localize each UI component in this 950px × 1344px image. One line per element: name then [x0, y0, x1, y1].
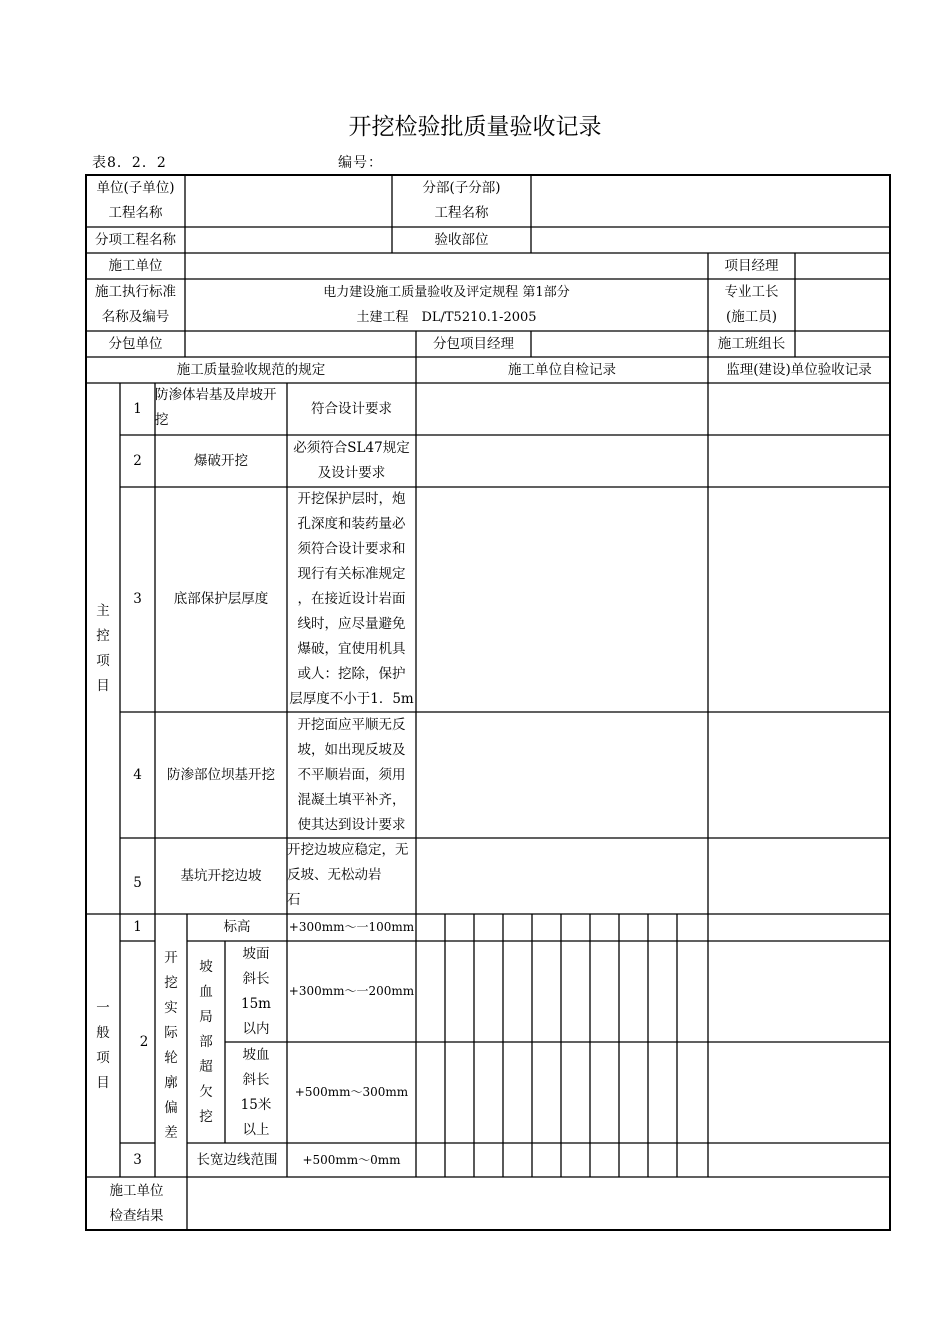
self-check-column-header: 施工单位自检记录: [508, 361, 616, 378]
main-item-3-requirement: 开挖保护层时，炮 孔深度和装药量必 须符合设计要求和 现行有关标准规定 ，在接近设计岩面 线时，应尽量避免 爆破，宜使用机具 或人：挖除，保护 层厚度不小于1．5m: [289, 491, 414, 707]
team-leader-label: 施工班组长: [717, 335, 786, 352]
slope-local-over-under-label: 坡 血 局 部 超 欠 挖: [199, 958, 213, 1125]
main-item-2-name: 爆破开挖: [194, 452, 248, 469]
acceptance-part-label: 验收部位: [434, 231, 489, 248]
main-control-label: 主 控 项 目: [96, 602, 110, 694]
general-items-label: 一 般 项 目: [96, 999, 110, 1091]
main-item-3-name: 底部保护层厚度: [173, 591, 269, 607]
main-item-2-requirement: 必须符合SL47规定 及设计要求: [293, 440, 410, 481]
general-item-2-number: 2: [139, 1033, 149, 1050]
supervision-column-header: 监理(建设)单位验收记录: [726, 361, 872, 378]
inspection-result-label: 施工单位 检查结果: [109, 1182, 164, 1224]
general-item-1-number: 1: [133, 919, 142, 935]
slope-over-15m-tolerance: +500mm～300mm: [294, 1085, 409, 1099]
subdivision-project-name-label: 分部(子分部) 工程名称: [422, 180, 501, 221]
main-item-1-requirement: 符合设计要求: [311, 400, 392, 417]
foreman-label: 专业工长 (施工员): [724, 284, 779, 325]
main-item-3-number: 3: [133, 591, 142, 607]
main-item-1-number: 1: [133, 400, 142, 417]
general-item-3-number: 3: [133, 1151, 142, 1168]
main-item-2-number: 2: [133, 452, 142, 469]
spec-column-header: 施工质量验收规范的规定: [176, 361, 326, 378]
slope-over-15m-label: 坡血 斜长 15米 以上: [240, 1046, 272, 1138]
main-item-4-name: 防渗部位坝基开挖: [167, 766, 275, 783]
unit-project-name-label: 单位(子单位) 工程名称: [96, 180, 175, 221]
standard-label: 施工执行标准 名称及编号: [95, 284, 176, 325]
elevation-tolerance: +300mm～一100mm: [288, 920, 415, 934]
serial-number-label: 编号：: [338, 155, 383, 171]
elevation-label: 标高: [223, 919, 251, 935]
boundary-range-tolerance: +500mm～0mm: [302, 1152, 401, 1167]
main-item-1-name: 防渗体岩基及岸坡开 挖: [155, 387, 277, 428]
subcontract-manager-label: 分包项目经理: [433, 335, 514, 352]
standard-value: 电力建设施工质量验收及评定规程 第1部分 土建工程 DL/T5210.1-2005: [323, 285, 570, 325]
slope-within-15m-label: 坡面 斜长 15m 以内: [241, 945, 271, 1037]
excavation-deviation-label: 开 挖 实 际 轮 廓 偏 差: [164, 949, 178, 1141]
main-item-5-requirement: 开挖边坡应稳定，无 反坡、无松动岩 石: [287, 842, 409, 908]
main-item-4-number: 4: [133, 766, 142, 783]
table-number: 表8．2．2: [92, 155, 167, 171]
main-item-5-number: 5: [133, 874, 142, 891]
project-manager-label: 项目经理: [724, 257, 779, 274]
page-title: 开挖检验批质量验收记录: [348, 114, 602, 140]
construction-unit-label: 施工单位: [108, 257, 163, 274]
item-project-name-label: 分项工程名称: [95, 231, 176, 248]
main-item-5-name: 基坑开挖边坡: [180, 867, 262, 884]
main-item-4-requirement: 开挖面应平顺无反 坡，如出现反坡及 不平顺岩面，须用 混凝土填平补齐， 使其达到设计要求: [297, 716, 406, 833]
subcontract-unit-label: 分包单位: [108, 335, 163, 352]
slope-within-15m-tolerance: +300mm～一200mm: [288, 984, 415, 998]
boundary-range-label: 长宽边线范围: [196, 1151, 278, 1168]
